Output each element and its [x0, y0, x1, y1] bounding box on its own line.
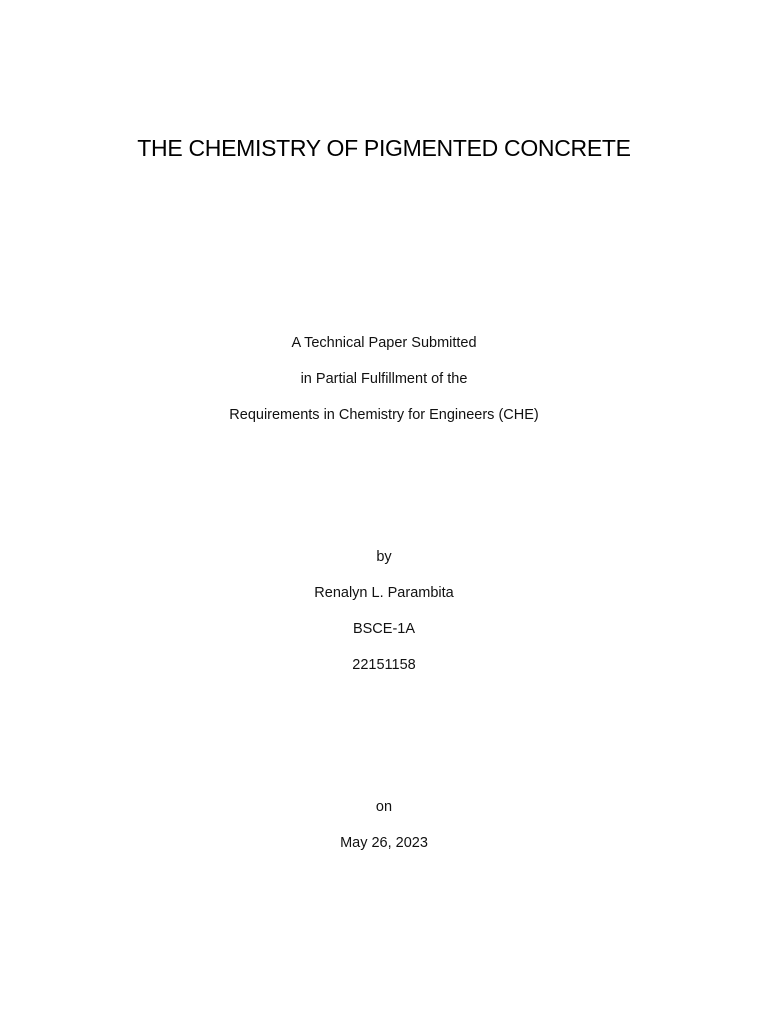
author-name: Renalyn L. Parambita — [314, 585, 454, 601]
document-title: THE CHEMISTRY OF PIGMENTED CONCRETE — [137, 135, 631, 161]
submission-line-2: in Partial Fulfillment of the — [300, 371, 468, 387]
author-section: BSCE-1A — [352, 621, 416, 637]
submission-date: May 26, 2023 — [340, 835, 428, 851]
on-label: on — [375, 799, 393, 815]
by-label: by — [376, 549, 392, 565]
student-id: 22151158 — [352, 657, 416, 673]
submission-line-3: Requirements in Chemistry for Engineers (CHE) — [229, 407, 539, 423]
submission-line-1: A Technical Paper Submitted — [291, 335, 477, 351]
